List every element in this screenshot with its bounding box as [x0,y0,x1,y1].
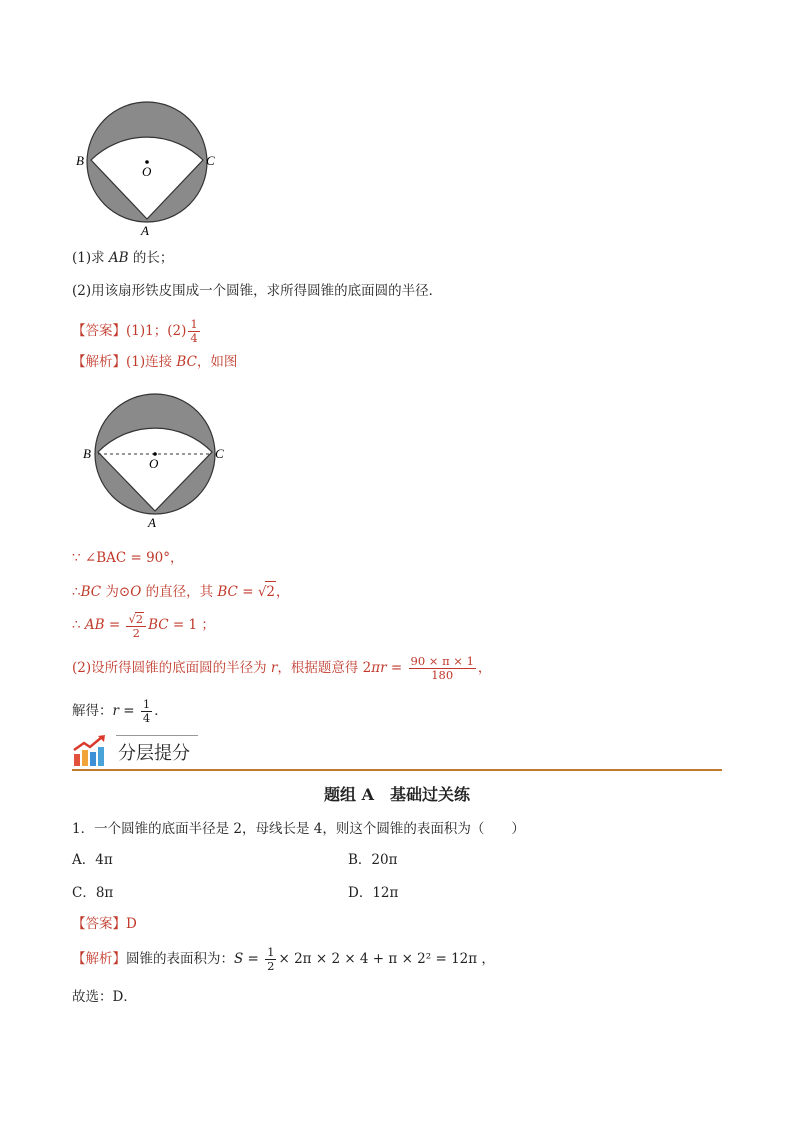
analysis-2: 【解析】圆锥的表面积为：S = $\frac{1}{2}$ × 2π × 2 × 4 + π × 2² = 12π ， [72,945,495,973]
option-c: C．8π [72,885,114,901]
question-part-2: (2)用该扇形铁皮围成一个圆锥，求所得圆锥的底面圆的半径． [72,283,443,299]
conclusion: 故选：D． [72,989,137,1005]
label-O: O [149,456,159,471]
figure-circle-sector-2 [78,388,238,533]
label-B: B [76,153,84,168]
label-O: O [142,164,152,179]
analysis-1: 【解析】(1)连接 BC，如图 [72,354,238,370]
label-A: A [141,223,149,238]
option-b: B．20π [348,852,398,868]
header-divider [72,769,722,771]
answer-2: 【答案】D [72,916,137,932]
option-a: A．4π [72,852,113,868]
question-stem: 1．一个圆锥的底面半径是 2，母线长是 4，则这个圆锥的表面积为（ ） [72,821,525,837]
question-part-1: (1)求 AB 的长； [72,250,174,266]
header-label: 分层提分 [118,743,190,764]
label-C: C [215,446,224,461]
section-title: 题组 A 基础过关练 [324,785,470,804]
chart-growth-icon [72,734,108,768]
step-4: (2)设所得圆锥的底面圆的半径为 r，根据题意得 2πr = $\frac{90 \times \pi \times 1}{180}$ ， [72,654,492,682]
section-header [72,734,722,770]
step-2: ∴BC 为⊙O 的直径，其 BC = √2， [72,581,290,602]
step-5: 解得：r = $\frac{1}{4}$ ． [72,697,168,725]
step-1: ∵ ∠BAC = 90°， [72,550,184,566]
figure-circle-sector-1 [70,95,230,240]
answer-1: 【答案】(1)1；(2) $\frac{1}{4}$ [72,317,198,345]
header-top-rule [116,735,198,736]
label-C: C [206,153,215,168]
option-d: D．12π [348,885,399,901]
label-B: B [83,446,91,461]
step-3: ∴ AB = $\frac{√2}{2}$ BC = 1 ； [72,611,215,640]
label-A: A [148,515,156,530]
